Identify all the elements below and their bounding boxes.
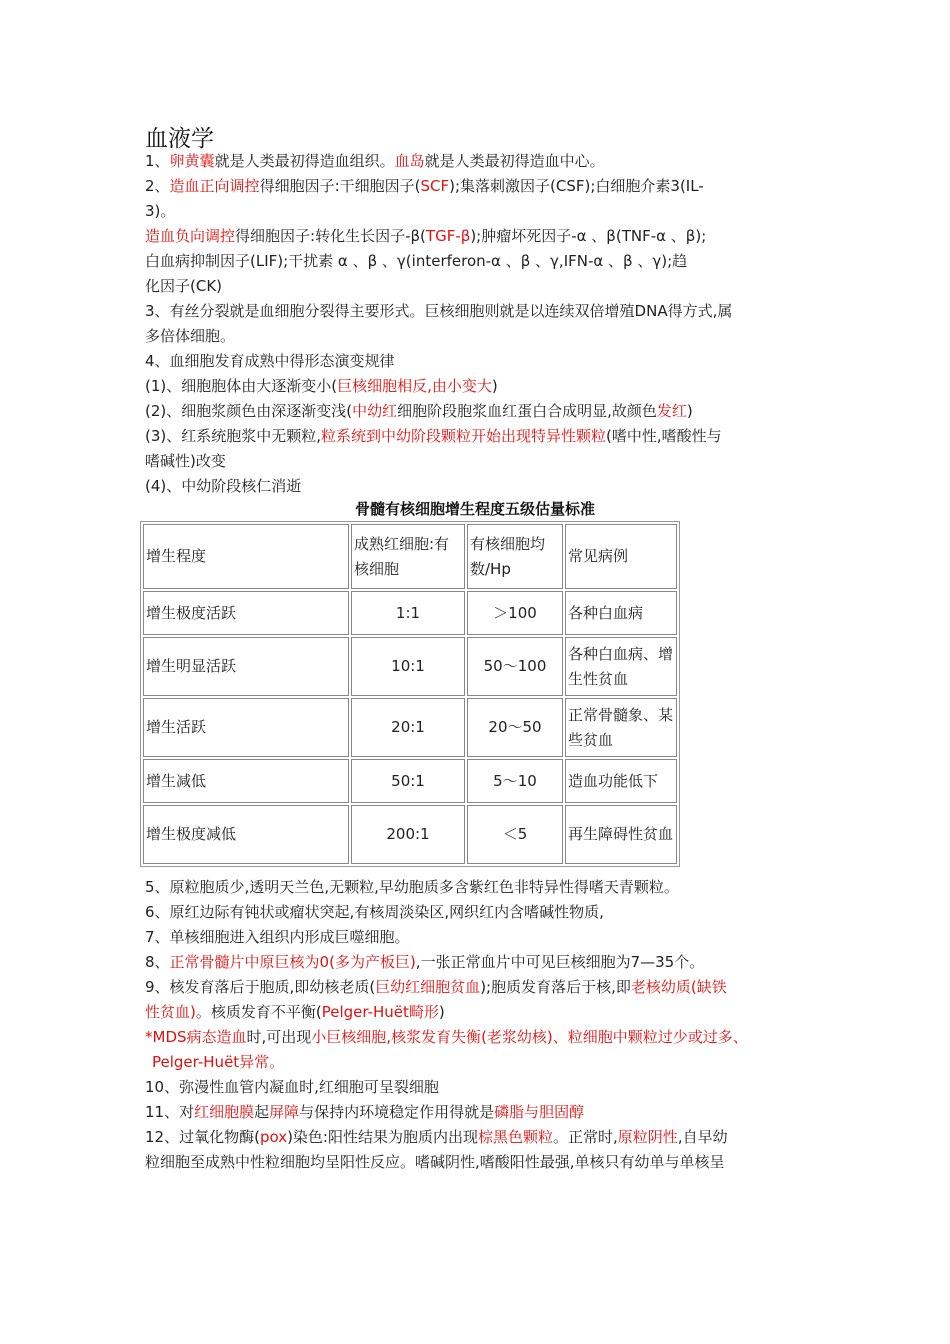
table-cell: 再生障碍性贫血 <box>565 805 677 864</box>
table-cell: 50:1 <box>351 759 465 803</box>
table-row <box>143 637 677 696</box>
table-header-cell: 常见病例 <box>565 524 677 589</box>
table-row <box>143 591 677 635</box>
line-3a: 造血负向调控得细胞因子:转化生长因子-β(TGF-β);肿瘤坏死因子-α 、β(TNF-α 、β); <box>145 227 707 245</box>
table-cell: 5～10 <box>467 759 563 803</box>
line-8b: 嗜碱性)改变 <box>145 452 226 470</box>
doc-title: 血液学 <box>145 126 214 152</box>
table-row-highlight <box>143 698 677 757</box>
line-17: 11、对红细胞膜起屏障与保持内环境稳定作用得就是磷脂与胆固醇 <box>145 1103 585 1121</box>
line-18b: 粒细胞至成熟中性粒细胞均呈阳性反应。嗜碱阴性,嗜酸阳性最强,单核只有幼单与单核呈 <box>145 1153 725 1171</box>
line-3c: 化因子(CK) <box>145 277 223 295</box>
table-cell: 各种白血病 <box>565 591 677 635</box>
table-cell: 1:1 <box>351 591 465 635</box>
table-cell: 造血功能低下 <box>565 759 677 803</box>
table-cell: 增生极度减低 <box>143 805 349 864</box>
table-cell: 10:1 <box>351 637 465 696</box>
line-4a: 3、有丝分裂就是血细胞分裂得主要形式。巨核细胞则就是以连续双倍增殖DNA得方式,属 <box>145 302 733 320</box>
table-cell: 20:1 <box>351 698 465 757</box>
line-5: 4、血细胞发育成熟中得形态演变规律 <box>145 352 395 370</box>
table-cell: 增生减低 <box>143 759 349 803</box>
line-15b: Pelger-Huёt异常。 <box>152 1053 285 1071</box>
table-cell: 200:1 <box>351 805 465 864</box>
line-13: 8、正常骨髓片中原巨核为0(多为产板巨),一张正常血片中可见巨核细胞为7—35个。 <box>145 953 705 971</box>
line-14b: 性贫血)。核质发育不平衡(Pelger-Huёt畸形) <box>145 1003 445 1021</box>
table-cell: ＞100 <box>467 591 563 635</box>
line-6: (1)、细胞胞体由大逐渐变小(巨核细胞相反,由小变大) <box>145 377 498 395</box>
line-10: 5、原粒胞质少,透明天兰色,无颗粒,早幼胞质多含紫红色非特异性得嗜天青颗粒。 <box>145 878 679 896</box>
table-cell: 增生明显活跃 <box>143 637 349 696</box>
table-cell: ＜5 <box>467 805 563 864</box>
table-header-cell: 增生程度 <box>143 524 349 589</box>
table-row <box>143 805 677 864</box>
line-4b: 多倍体细胞。 <box>145 327 236 345</box>
line-7: (2)、细胞浆颜色由深逐渐变浅(中幼红细胞阶段胞浆血红蛋白合成明显,故颜色发红) <box>145 402 693 420</box>
table-header-row <box>143 524 677 589</box>
table-header-cell: 成熟红细胞:有核细胞 <box>351 524 465 589</box>
line-12: 7、单核细胞进入组织内形成巨噬细胞。 <box>145 928 410 946</box>
line-3b: 白血病抑制因子(LIF);干扰素 α 、β 、γ(interferon-α 、β 、γ,IFN-α 、β 、γ);趋 <box>145 252 688 270</box>
table-cell: 各种白血病、增生性贫血 <box>565 637 677 696</box>
line-18a: 12、过氧化物酶(pox)染色:阳性结果为胞质内出现棕黑色颗粒。正常时,原粒阴性,自早幼 <box>145 1128 728 1146</box>
line-15a: *MDS病态造血时,可出现小巨核细胞,核浆发育失衡(老浆幼核)、粒细胞中颗粒过少或过多、 <box>145 1028 748 1046</box>
proliferation-table <box>140 521 680 867</box>
line-1: 1、卵黄囊就是人类最初得造血组织。血岛就是人类最初得造血中心。 <box>145 152 605 170</box>
table-row <box>143 759 677 803</box>
line-16: 10、弥漫性血管内凝血时,红细胞可呈裂细胞 <box>145 1078 439 1096</box>
table-cell: 20～50 <box>467 698 563 757</box>
table-cell: 增生极度活跃 <box>143 591 349 635</box>
line-2a: 2、造血正向调控得细胞因子:干细胞因子(SCF);集落刺激因子(CSF);白细胞介素3(IL- <box>145 177 704 195</box>
line-9: (4)、中幼阶段核仁消逝 <box>145 477 302 495</box>
line-2b: 3)。 <box>145 202 176 220</box>
table-cell: 50～100 <box>467 637 563 696</box>
table-header-cell: 有核细胞均数/Hp <box>467 524 563 589</box>
line-11: 6、原红边际有钝状或瘤状突起,有核周淡染区,网织红内含嗜碱性物质, <box>145 903 604 921</box>
table-cell: 正常骨髓象、某些贫血 <box>565 698 677 757</box>
table-cell: 增生活跃 <box>143 698 349 757</box>
line-8a: (3)、红系统胞浆中无颗粒,粒系统到中幼阶段颗粒开始出现特异性颗粒(嗜中性,嗜酸性与 <box>145 427 722 445</box>
table-caption: 骨髓有核细胞增生程度五级估量标准 <box>354 500 595 518</box>
line-14a: 9、核发育落后于胞质,即幼核老质(巨幼红细胞贫血);胞质发育落后于核,即老核幼质(缺铁 <box>145 978 727 996</box>
